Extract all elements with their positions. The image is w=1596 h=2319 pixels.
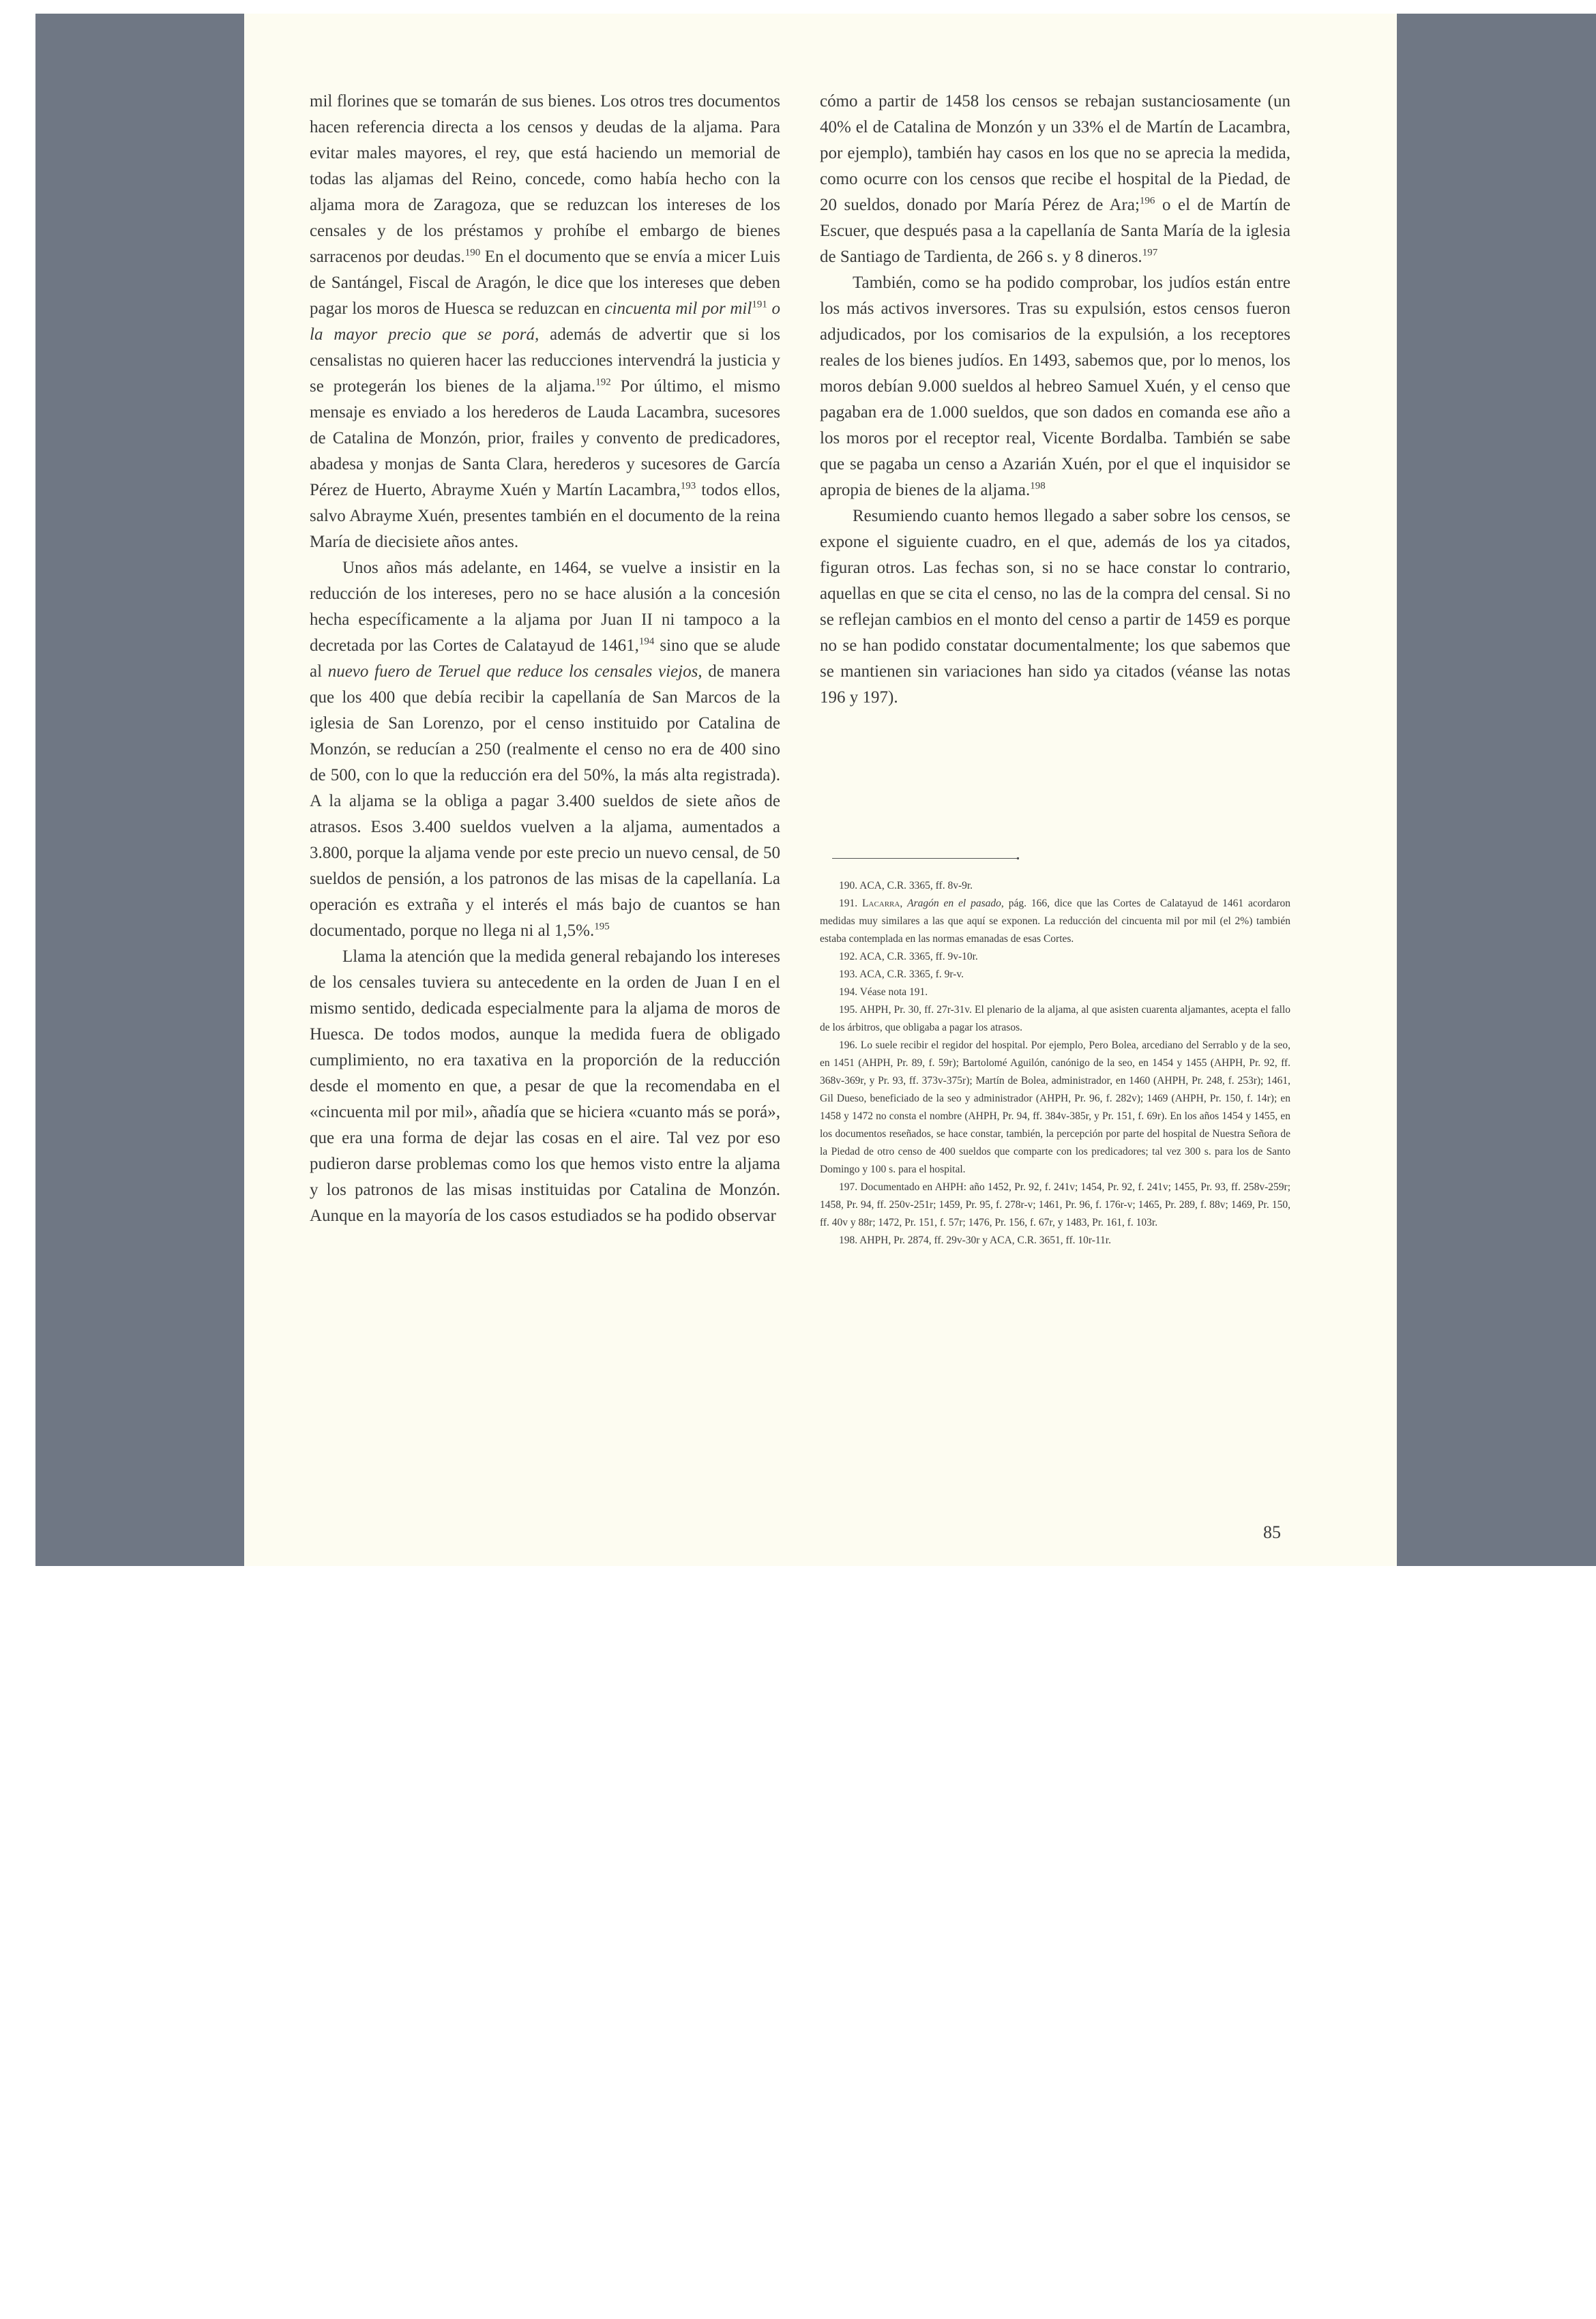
footnotes-block — [820, 877, 1290, 1250]
footnote-paragraph — [820, 966, 1290, 984]
body-paragraph — [310, 944, 780, 1229]
footnote-ref: 195 — [594, 921, 610, 932]
footnote-paragraph — [820, 1037, 1290, 1179]
text-run: Llama la atención que la medida general rebajando los intereses de los censales tuviera su antecedente en la orden de Juan I en el mismo sentido, dedicada especialmente para la aljama de moros de Huesca. De todos modos, aunque la medida fuera de obligado cumplimiento, no era taxativa en la proporción de la reducción desde el momento en que, a pesar de que la recomendaba en el «cincuenta mil por mil», añadía que se hiciera «cuanto más se porá», que era una forma de dejar las cosas en el aire. Tal vez por eso pudieron darse problemas como los que hemos visto entre la aljama y los patronos de las misas instituidas por Catalina de Monzón. Aunque en la mayoría de los casos estudiados se ha podido observar — [310, 947, 780, 1225]
text-run: además de advertir que si los censalistas no quieren hacer las reducciones intervendrá la justicia y se protegerán los bienes de la aljama. — [310, 325, 780, 396]
text-run: Unos años más adelante, en 1464, se vuelve a insistir en la reducción de los intereses, pero no se hace alusión a la concesión hecha específicamente a la aljama por Juan II ni tampoco a la decretada por las Cortes de Calatayud de 1461, — [310, 559, 780, 655]
italic-text: nuevo fuero de Teruel que reduce los censales viejos, — [327, 662, 703, 681]
text-run: 198. AHPH, Pr. 2874, ff. 29v-30r y ACA, C.R. 3651, ff. 10r-11r. — [839, 1235, 1111, 1246]
text-run: , pág. 166, dice que las Cortes de Calatayud de 1461 acordaron medidas muy similares a las que aquí se exponen. La reducción del cincuenta mil por mil (el 2%) también estaba contemplada en las normas emanadas de esas Cortes. — [820, 898, 1291, 945]
author-name: Lacarra — [862, 898, 900, 909]
text-run: Por último, el mismo mensaje es enviado a los herederos de Lauda Lacambra, sucesores de Catalina de Monzón, prior, frailes y convento de predicadores, abadesa y monjas de Santa Clara, herederos y sucesores de García Pérez de Huerto, Abrayme Xuén y Martín Lacambra, — [310, 377, 780, 499]
text-run: 191. — [839, 898, 863, 909]
text-run: o el de Martín de Escuer, que después pasa a la capellanía de Santa María de la iglesia de Santiago de Tardienta, de 266 s. y 8 dineros. — [820, 196, 1290, 266]
footnote-paragraph — [820, 895, 1290, 948]
footnote-ref: 192 — [595, 376, 611, 388]
footnote-paragraph — [820, 1001, 1290, 1037]
text-run: mil florines que se tomarán de sus bienes. Los otros tres documentos hacen referencia directa a los censos y deudas de la aljama. Para evitar males mayores, el rey, que está haciendo un memorial de todas las aljamas del Reino, concede, como había hecho con la aljama mora de Zaragoza, que se reduzcan los intereses de los censales y de los préstamos y prohíbe el embargo de bienes sarracenos por deudas. — [310, 92, 780, 266]
text-run: sino que se alude al — [310, 636, 781, 681]
left-text-column — [310, 89, 780, 1229]
page-number: 85 — [1263, 1522, 1281, 1542]
text-run: de manera que los 400 que debía recibir la capellanía de San Marcos de la iglesia de San Lorenzo, por el censo instituido por Catalina de Monzón, se reducían a 250 (realmente el censo no era de 400 sino de 500, con lo que la reducción era del 50%, la más alta registrada). A la aljama se la obliga a pagar 3.400 sueldos de siete años de atrasos. Esos 3.400 sueldos vuelven a la aljama, aumentados a 3.800, porque la aljama vende por este precio un nuevo censal, de 50 sueldos de pensión, a los patronos de las misas de la capellanía. La operación es extraña y el interés el más bajo de cuantos se han documentado, porque no llega ni al 1,5%. — [310, 662, 781, 940]
footnote-ref: 194 — [638, 636, 655, 647]
footnote-paragraph — [820, 1232, 1290, 1250]
footnote-paragraph — [820, 984, 1290, 1001]
footnote-paragraph — [820, 948, 1290, 966]
footnote-ref: 197 — [1142, 247, 1158, 259]
footnote-ref: 190 — [464, 247, 481, 259]
body-paragraph — [820, 270, 1290, 503]
body-paragraph — [310, 555, 780, 944]
body-paragraph — [820, 89, 1290, 270]
italic-text: cincuenta mil por mil — [604, 299, 752, 318]
text-run: , — [900, 898, 908, 909]
footnote-ref: 193 — [680, 480, 696, 492]
body-paragraph — [310, 89, 780, 555]
text-run: 197. Documentado en AHPH: año 1452, Pr. 92, f. 241v; 1454, Pr. 92, f. 241v; 1455, Pr. 93, ff. 258v-259r; 1458, Pr. 94, ff. 250v-251r; 1459, Pr. 95, f. 278r-v; 1461, Pr. 96, f. 176r-v; 1465, Pr. 289, f. 88v; 1469, Pr. 150, ff. 40v y 88r; 1472, Pr. 151, f. 57r; 1476, Pr. 156, f. 67r, y 1483, Pr. 161, f. 103r. — [820, 1181, 1290, 1228]
text-run: todos ellos, salvo Abrayme Xuén, presentes también en el documento de la reina María de diecisiete años antes. — [310, 481, 780, 551]
footnote-ref: 196 — [1139, 195, 1155, 207]
text-run: 193. ACA, C.R. 3365, f. 9r-v. — [839, 969, 964, 980]
text-run: cómo a partir de 1458 los censos se rebajan sustanciosamente (un 40% el de Catalina de Monzón y un 33% el de Martín de Lacambra, por ejemplo), también hay casos en los que no se aprecia la medida, como ocurre con los censos que recibe el hospital de la Piedad, de 20 sueldos, donado por María Pérez de Ara; — [820, 92, 1290, 214]
footnote-ref: 198 — [1030, 480, 1046, 492]
body-paragraph — [820, 503, 1290, 711]
footnote-ref: 191 — [752, 299, 767, 310]
text-run: Resumiendo cuanto hemos llegado a saber sobre los censos, se expone el siguiente cuadro, en el que, además de los ya citados, figuran otros. Las fechas son, si no se hace constar lo contrario, aquellas en que se cita el censo, no las de la compra del censal. Si no se reflejan cambios en el monto del censo a partir de 1459 es porque no se han podido constatar documentalmente; los que sabemos que se mantienen sin variaciones han sido ya citados (véanse las notas 196 y 197). — [820, 507, 1290, 707]
text-run: 194. Véase nota 191. — [839, 986, 928, 998]
text-run: En el documento que se envía a micer Luis de Santángel, Fiscal de Aragón, le dice que los intereses que deben pagar los moros de Huesca se reduzcan en — [310, 248, 780, 318]
text-run: También, como se ha podido comprobar, los judíos están entre los más activos inversores. Tras su expulsión, estos censos fueron adjudicados, por los comisarios de la expulsión, a los receptores reales de los bienes judíos. En 1493, sabemos que, por lo menos, los moros debían 9.000 sueldos al hebreo Samuel Xuén, y el censo que pagaban era de 1.000 sueldos, que son dados en comanda ese año a los moros por el receptor real, Vicente Bordalba. También se sabe que se pagaba un censo a Azarián Xuén, por el que el inquisidor se apropia de bienes de la aljama. — [820, 274, 1290, 499]
text-run: 196. Lo suele recibir el regidor del hospital. Por ejemplo, Pero Bolea, arcediano del Serrablo y de la seo, en 1451 (AHPH, Pr. 89, f. 59r); Bartolomé Aguilón, canónigo de la seo, en 1454 y 1455 (AHPH, Pr. 92, ff. 368v-369r, y Pr. 93, ff. 373v-375r); Martín de Bolea, administrador, en 1460 (AHPH, Pr. 248, f. 253r); 1461, Gil Dueso, beneficiado de la seo y administrador (AHPH, Pr. 96, f. 282v); 1469 (AHPH, Pr. 150, f. 14r); en 1458 y 1472 no consta el nombre (AHPH, Pr. 94, ff. 384v-385r, y Pr. 151, f. 69r). En los años 1454 y 1455, en los documentos reseñados, se hace constar, también, la percepción por parte del hospital de Nuestra Señora de la Piedad de otro censo de 400 sueldos que comparte con los predicadores; tal vez 300 s. para los de Santo Domingo y 100 s. para el hospital. — [820, 1039, 1290, 1175]
text-run: 195. AHPH, Pr. 30, ff. 27r-31v. El plenario de la aljama, al que asisten cuarenta aljamantes, acepta el fallo de los árbitros, que obligaba a pagar los atrasos. — [820, 1004, 1290, 1033]
book-page — [244, 14, 1397, 1566]
italic-text: o la mayor precio que se porá, — [310, 299, 780, 344]
text-run: 190. ACA, C.R. 3365, ff. 8v-9r. — [839, 880, 973, 891]
right-text-column — [820, 89, 1290, 711]
footnote-paragraph — [820, 877, 1290, 895]
italic-text: Aragón en el pasado — [907, 898, 1001, 909]
footnote-paragraph — [820, 1179, 1290, 1232]
text-run: 192. ACA, C.R. 3365, ff. 9v-10r. — [839, 951, 978, 962]
footnote-separator — [832, 858, 1018, 859]
